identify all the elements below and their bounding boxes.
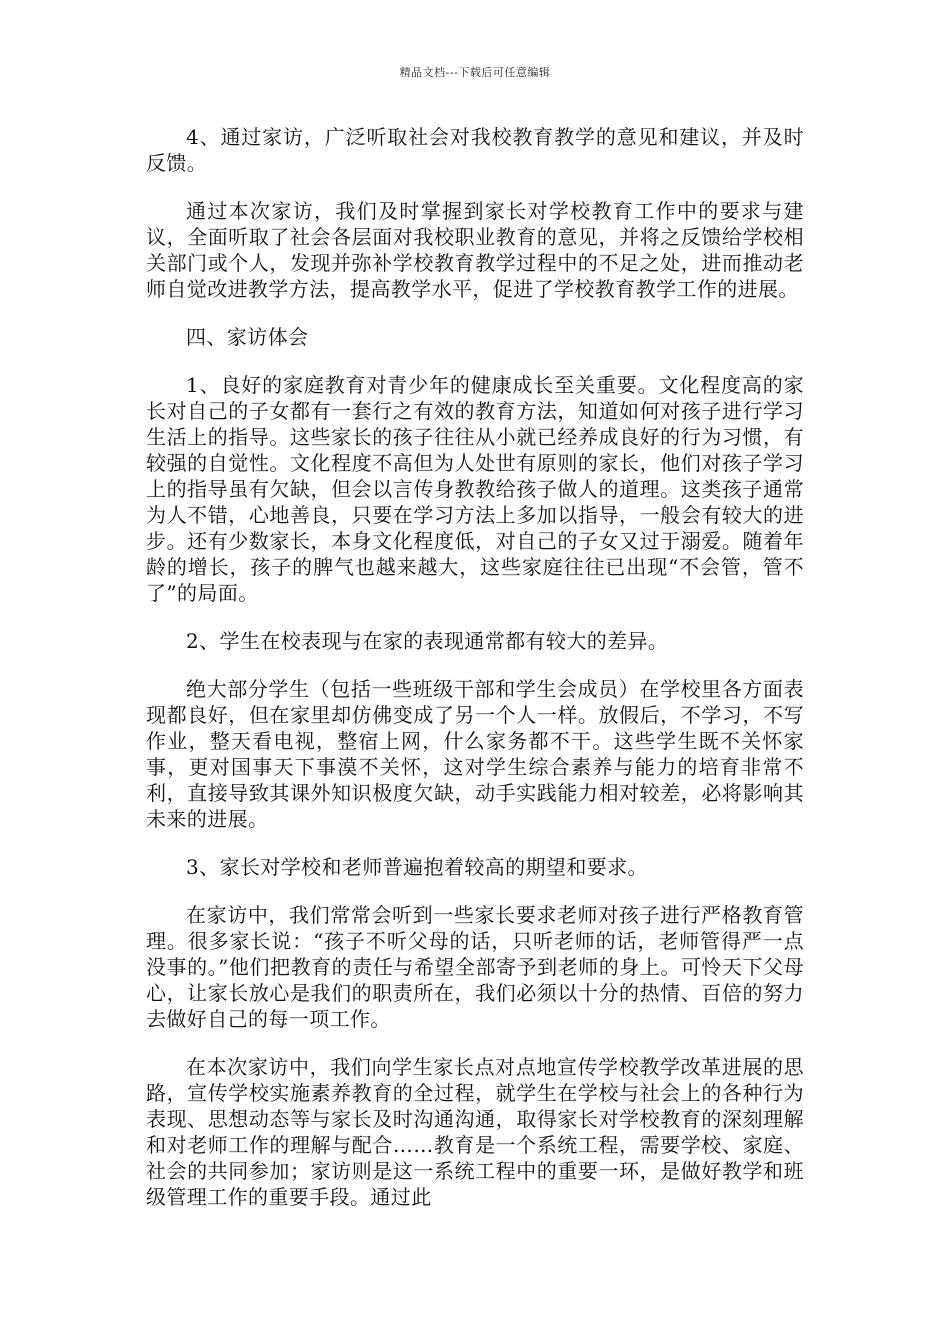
paragraph-feedback-item: 4、通过家访，广泛听取社会对我校教育教学的意见和建议，并及时反馈。 bbox=[146, 125, 804, 175]
paragraph-point-behavior-difference: 2、学生在校表现与在家的表现通常都有较大的差异。 bbox=[186, 629, 669, 653]
paragraph-student-behavior: 绝大部分学生（包括一些班级干部和学生会成员）在学校里各方面表现都良好，但在家里却仿佛变成了另一个人一样。放假后，不学习，不写作业，整天看电视，整宿上网，什么家务都不干。这些学生既不关怀家事，更对国事天下事漠不关怀，这对学生综合素养与能力的培育非常不利，直接导致其课外知识极度欠缺，动手实践能力相对较差，必将影响其未来的进展。 bbox=[146, 677, 804, 831]
section-heading-visit-reflections: 四、家访体会 bbox=[186, 325, 309, 349]
paragraph-point-parent-expectations: 3、家长对学校和老师普遍抱着较高的期望和要求。 bbox=[186, 855, 648, 879]
paragraph-visit-summary: 通过本次家访，我们及时掌握到家长对学校教育工作中的要求与建议，全面听取了社会各层面对我校职业教育的意见，并将之反馈给学校相关部门或个人，发现并弥补学校教育教学过程中的不足之处，进而推动老师自觉改进教学方法，提高教学水平，促进了学校教育教学工作的进展。 bbox=[146, 199, 804, 301]
paragraph-visit-outreach: 在本次家访中，我们向学生家长点对点地宣传学校教学改革进展的思路，宣传学校实施素养教育的全过程，就学生在学校与社会上的各种行为表现、思想动态等与家长及时沟通沟通，取得家长对学校教育的深刻理解和对老师工作的理解与配合……教育是一个系统工程，需要学校、家庭、社会的共同参加；家访则是这一系统工程中的重要一环，是做好教学和班级管理工作的重要手段。通过此 bbox=[146, 1055, 804, 1209]
paragraph-family-education: 1、良好的家庭教育对青少年的健康成长至关重要。文化程度高的家长对自己的子女都有一套行之有效的教育方法，知道如何对孩子进行学习生活上的指导。这些家长的孩子往往从小就已经养成良好的行为习惯，有较强的自觉性。文化程度不高但为人处世有原则的家长，他们对孩子学习上的指导虽有欠缺，但会以言传身教教给孩子做人的道理。这类孩子通常为人不错，心地善良，只要在学习方法上多加以指导，一般会有较大的进步。还有少数家长，本身文化程度低，对自己的子女又过于溺爱。随着年龄的增长，孩子的脾气也越来越大，这些家庭往往已出现“不会管，管不了”的局面。 bbox=[146, 373, 804, 605]
paragraph-parent-expectations: 在家访中，我们常常会听到一些家长要求老师对孩子进行严格教育管理。很多家长说：“孩子不听父母的话，只听老师的话，老师管得严一点没事的。”他们把教育的责任与希望全部寄予到老师的身上。可怜天下父母心，让家长放心是我们的职责所在，我们必须以十分的热情、百倍的努力去做好自己的每一项工作。 bbox=[146, 903, 804, 1031]
page-header: 精品文档---下载后可任意编辑 bbox=[399, 66, 551, 79]
document-body bbox=[146, 124, 804, 1210]
